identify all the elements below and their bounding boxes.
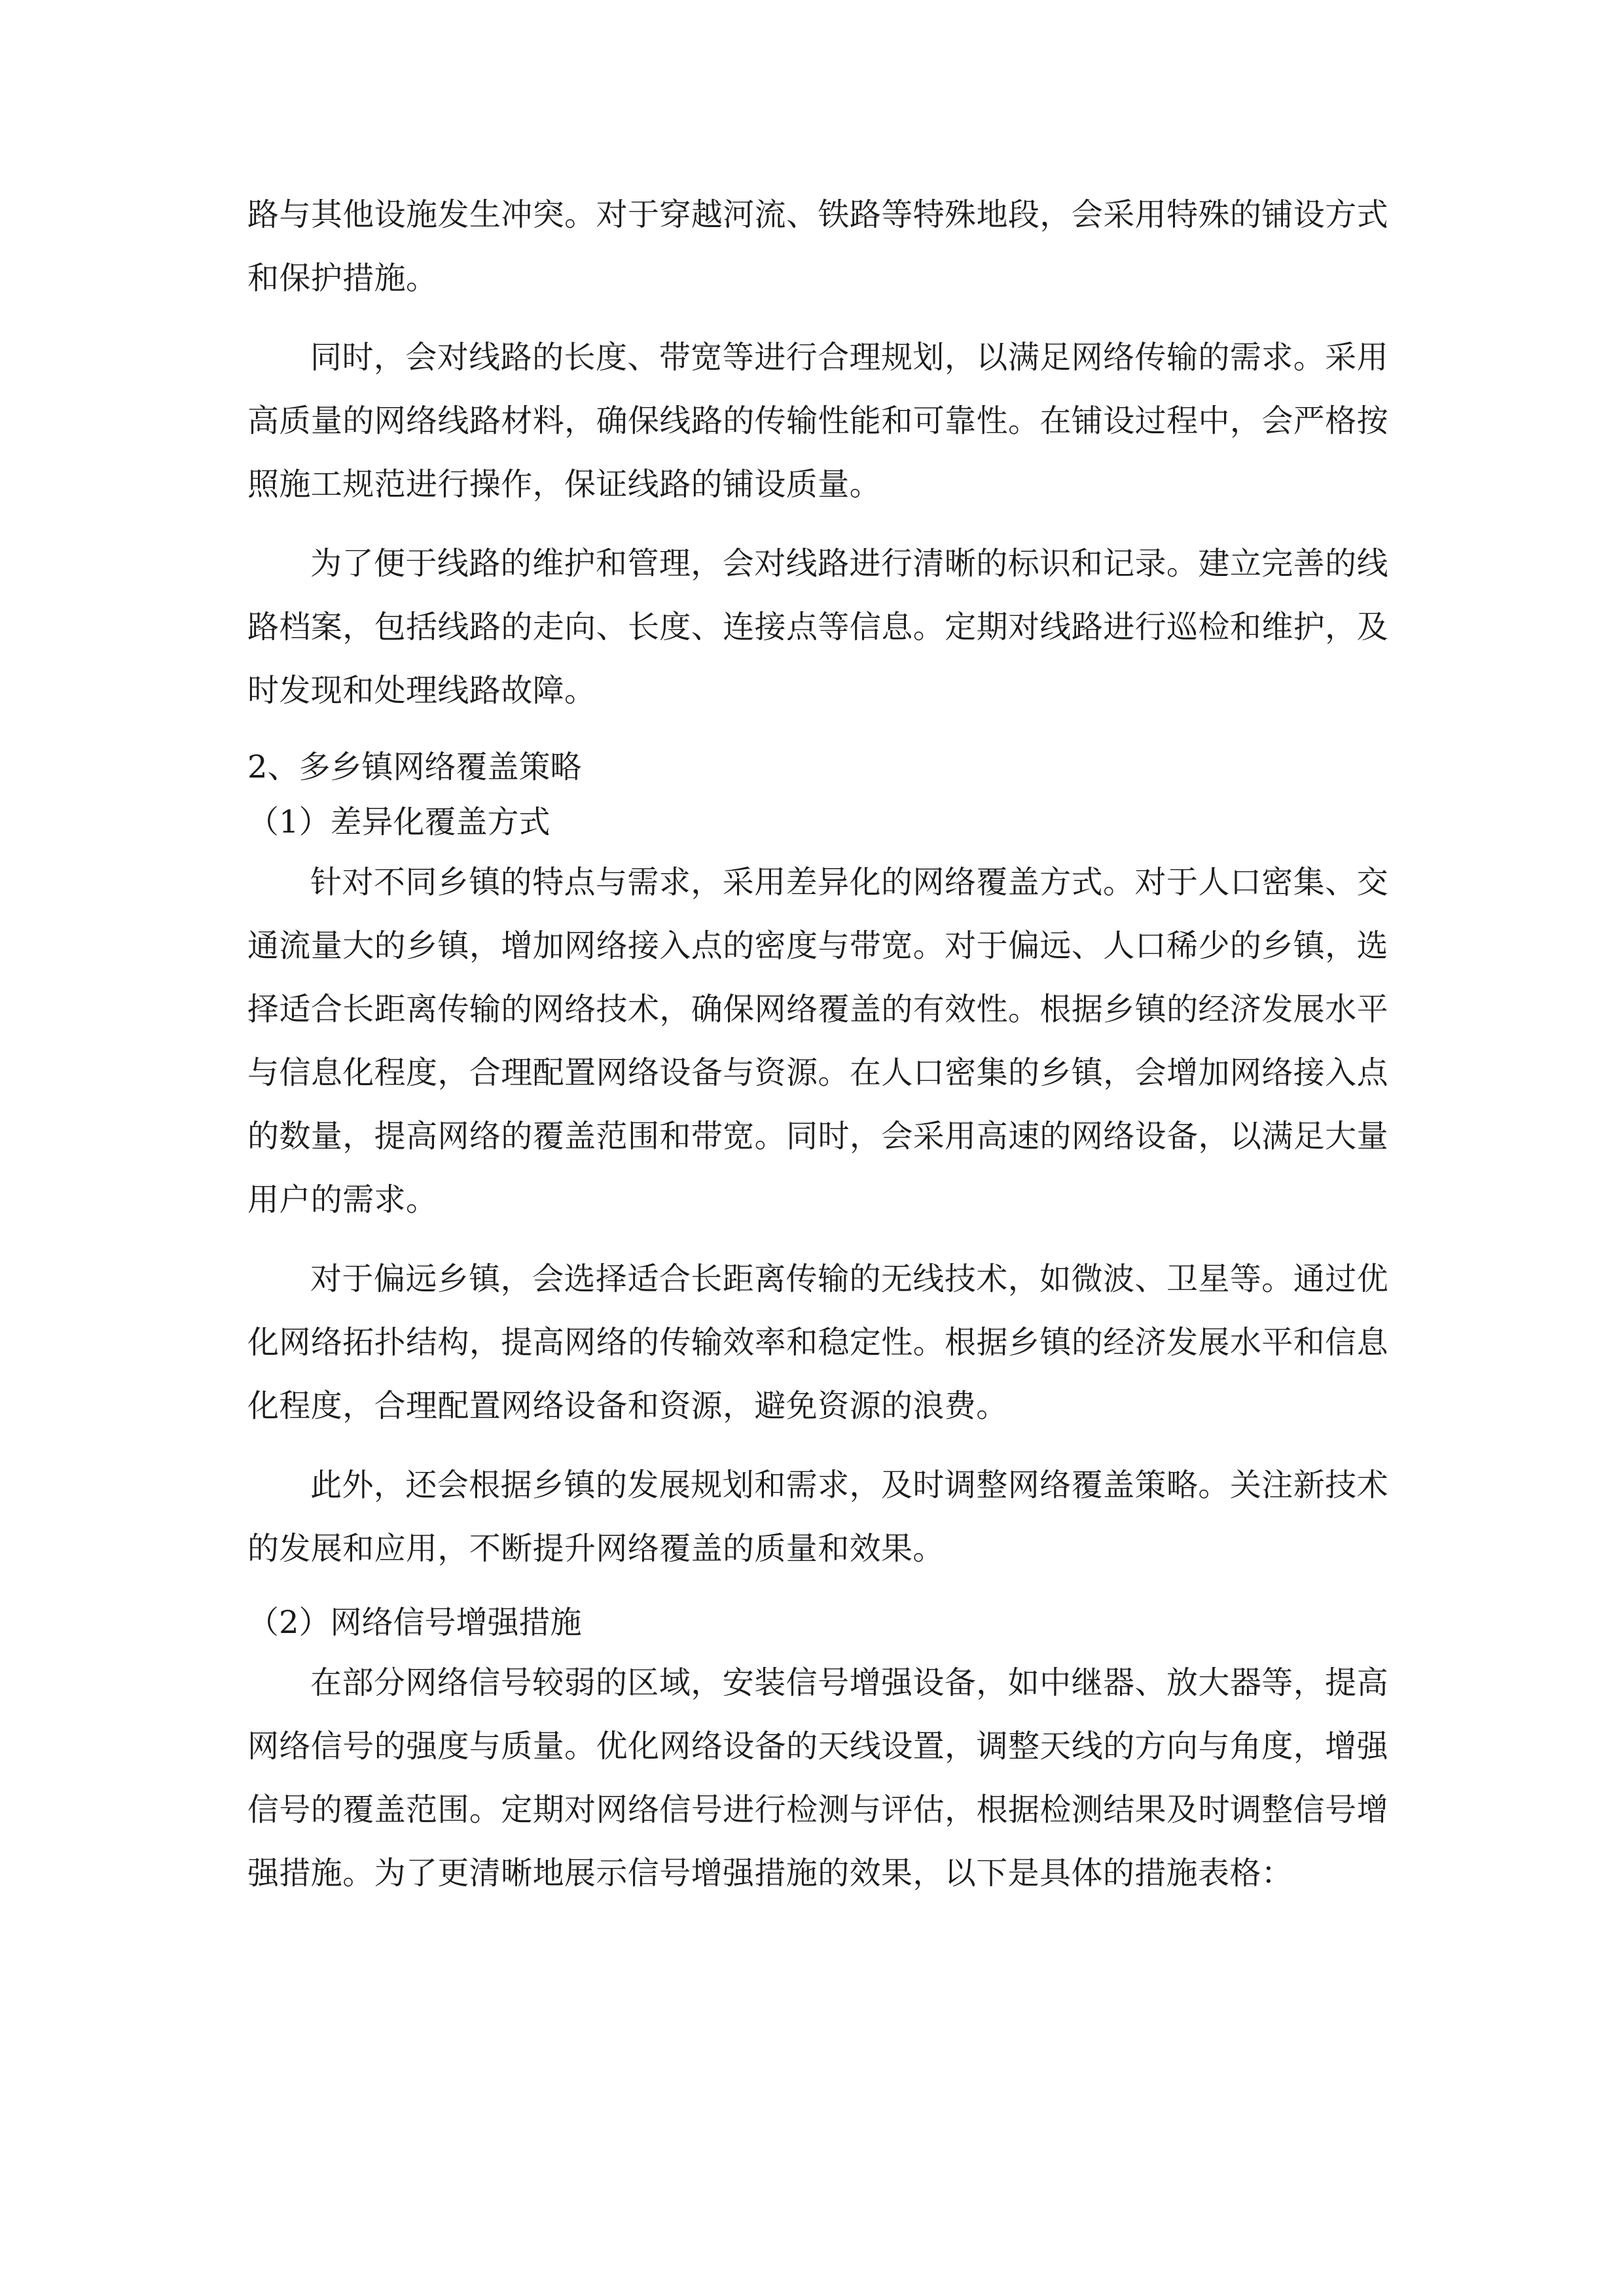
section-heading-coverage-strategy: 2、多乡镇网络覆盖策略: [247, 749, 582, 785]
subsection-heading-signal-enhancement: （2）网络信号增强措施: [247, 1604, 582, 1641]
paragraph-signal-enhancement: 在部分网络信号较弱的区域，安装信号增强设备，如中继器、放大器等，提高网络信号的强度与质量。优化网络设备的天线设置，调整天线的方向与角度，增强信号的覆盖范围。定期对网络信号进行检测与评估，根据检测结果及时调整信号增强措施。为了更清晰地展示信号增强措施的效果，以下是具体的措施表格：: [247, 1664, 1388, 1892]
paragraph-differentiated-coverage: 针对不同乡镇的特点与需求，采用差异化的网络覆盖方式。对于人口密集、交通流量大的乡镇，增加网络接入点的密度与带宽。对于偏远、人口稀少的乡镇，选择适合长距离传输的网络技术，确保网络覆盖的有效性。根据乡镇的经济发展水平与信息化程度，合理配置网络设备与资源。在人口密集的乡镇，会增加网络接入点的数量，提高网络的覆盖范围和带宽。同时，会采用高速的网络设备，以满足大量用户的需求。: [247, 864, 1388, 1218]
paragraph-remote-towns: 对于偏远乡镇，会选择适合长距离传输的无线技术，如微波、卫星等。通过优化网络拓扑结构，提高网络的传输效率和稳定性。根据乡镇的经济发展水平和信息化程度，合理配置网络设备和资源，避免资源的浪费。: [247, 1261, 1388, 1424]
subsection-heading-differentiated-coverage: （1）差异化覆盖方式: [247, 804, 550, 840]
paragraph-line-maintenance: 为了便于线路的维护和管理，会对线路进行清晰的标识和记录。建立完善的线路档案，包括线路的走向、长度、连接点等信息。定期对线路进行巡检和维护，及时发现和处理线路故障。: [247, 545, 1388, 709]
paragraph-line-planning: 同时，会对线路的长度、带宽等进行合理规划，以满足网络传输的需求。采用高质量的网络线路材料，确保线路的传输性能和可靠性。在铺设过程中，会严格按照施工规范进行操作，保证线路的铺设质量。: [247, 339, 1388, 503]
paragraph-continued: 路与其他设施发生冲突。对于穿越河流、铁路等特殊地段，会采用特殊的铺设方式和保护措施。: [247, 196, 1388, 296]
paragraph-adjust-strategy: 此外，还会根据乡镇的发展规划和需求，及时调整网络覆盖策略。关注新技术的发展和应用，不断提升网络覆盖的质量和效果。: [247, 1467, 1388, 1567]
